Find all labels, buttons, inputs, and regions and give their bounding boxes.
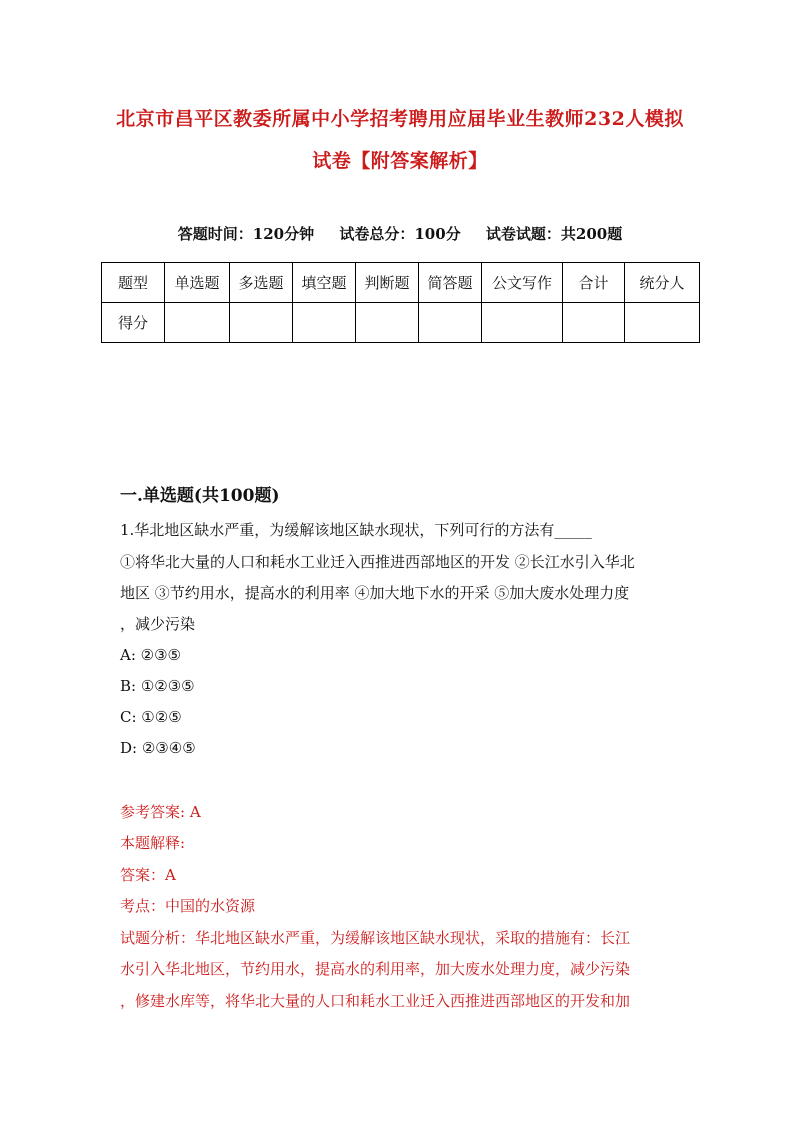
exam-meta: [100, 223, 700, 244]
score-header-cell: 填空题: [293, 263, 356, 303]
score-table: [101, 262, 700, 343]
analysis-line: 试题分析：华北地区缺水严重，为缓解该地区缺水现状，采取的措施有：长江: [120, 929, 631, 947]
document-title-line-1: 北京市昌平区教委所属中小学招考聘用应届毕业生教师232人模拟: [116, 108, 684, 130]
section-title: 一.单选题(共100题): [120, 486, 280, 506]
score-cell: [165, 303, 230, 343]
score-cell: [419, 303, 482, 343]
question-option-b: B: ①②③⑤: [120, 677, 195, 695]
score-cell: [625, 303, 700, 343]
question-option-d: D: ②③④⑤: [120, 739, 196, 757]
score-header-cell: 单选题: [165, 263, 230, 303]
score-cell: [482, 303, 563, 343]
analysis-line: 水引入华北地区，节约用水，提高水的利用率，加大废水处理力度，减少污染: [120, 960, 631, 978]
score-header-cell: 简答题: [419, 263, 482, 303]
score-header-cell: 判断题: [356, 263, 419, 303]
question-option-c: C: ①②⑤: [120, 708, 182, 726]
score-header-cell: 合计: [563, 263, 625, 303]
reference-answer: 参考答案: A: [120, 803, 201, 821]
score-header-cell: 统分人: [625, 263, 700, 303]
analysis-line: ，修建水库等，将华北大量的人口和耗水工业迁入西推进西部地区的开发和加: [120, 992, 631, 1010]
explanation-heading: 本题解释:: [120, 834, 186, 852]
score-cell: [356, 303, 419, 343]
score-row-label: 得分: [102, 303, 165, 343]
score-cell: [230, 303, 293, 343]
score-cell: [563, 303, 625, 343]
score-table-score-row: [102, 303, 700, 343]
exam-question-count: 试卷试题：共200题: [485, 225, 623, 243]
score-header-cell: 题型: [102, 263, 165, 303]
question-stem-line: ，减少污染: [120, 615, 196, 633]
document-title-line-2: 试卷【附答案解析】: [312, 150, 488, 172]
score-header-cell: 多选题: [230, 263, 293, 303]
score-cell: [293, 303, 356, 343]
score-table-header-row: [102, 263, 700, 303]
question-stem-line: 1.华北地区缺水严重，为缓解该地区缺水现状，下列可行的方法有_____: [120, 521, 592, 539]
exam-total-score: 试卷总分：100分: [339, 225, 461, 243]
question-stem-line: ①将华北大量的人口和耗水工业迁入西推进西部地区的开发 ②长江水引入华北: [120, 553, 635, 571]
question-stem-line: 地区 ③节约用水，提高水的利用率 ④加大地下水的开采 ⑤加大废水处理力度: [120, 584, 630, 602]
question-option-a: A: ②③⑤: [120, 646, 181, 664]
topic-line: 考点：中国的水资源: [120, 897, 256, 915]
exam-time: 答题时间：120分钟: [177, 225, 315, 243]
answer-line: 答案：A: [120, 866, 176, 884]
score-header-cell: 公文写作: [482, 263, 563, 303]
